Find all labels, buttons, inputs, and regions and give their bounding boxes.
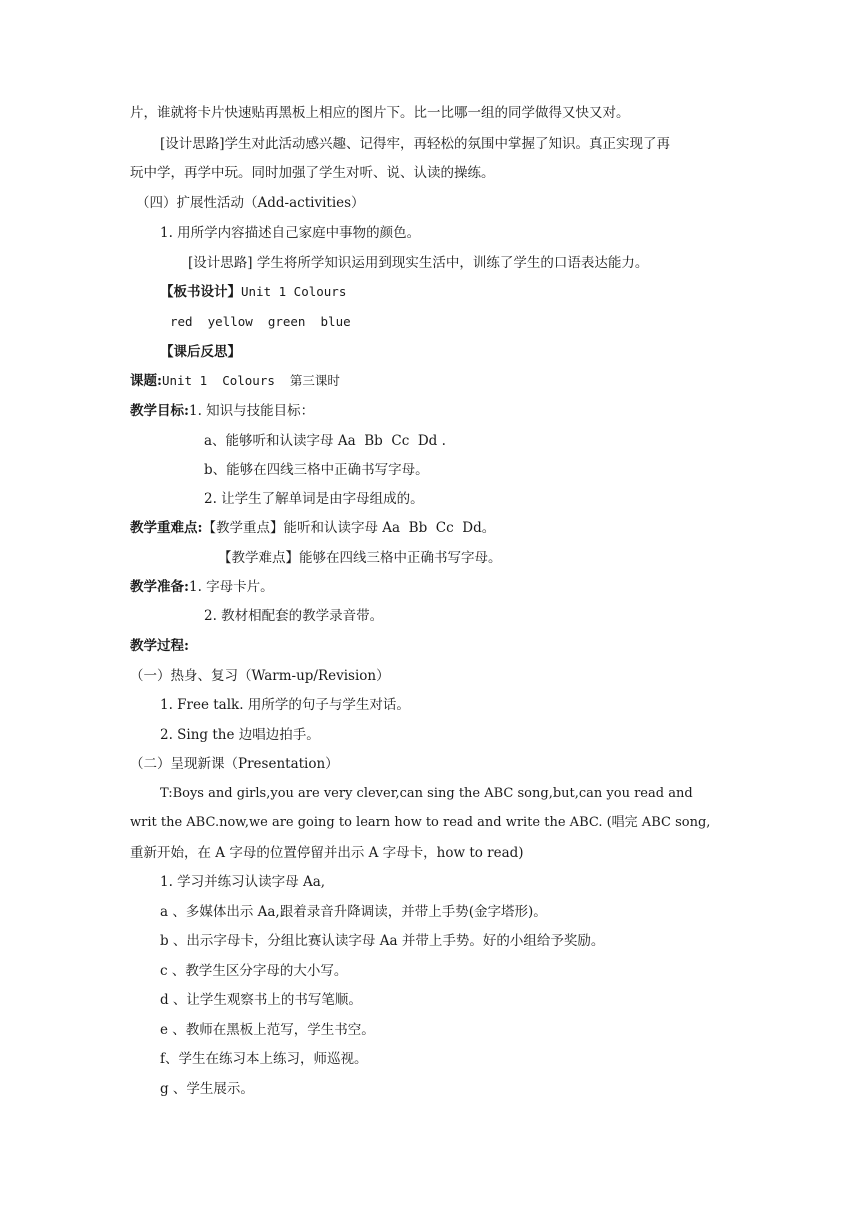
section-4-item-1: 1. 用所学内容描述自己家庭中事物的颜色。 (160, 225, 421, 241)
key-points-label: 教学重难点: (130, 520, 203, 536)
section-2-item-1: 1. 学习并练习认读字母 Aa, (160, 874, 326, 890)
teacher-line-2: writ the ABC.now,we are going to learn how to read and write the ABC. (唱完 ABC song, (130, 815, 711, 830)
teaching-goal-1a: a、能够听和认读字母 Aa Bb Cc Dd . (204, 433, 446, 449)
teaching-goal-1b: b、能够在四线三格中正确书写字母。 (204, 462, 429, 478)
board-design-label: 【板书设计】 (160, 284, 241, 300)
preparation-item-2: 2. 教材相配套的教学录音带。 (204, 608, 384, 624)
preparation-item-1: 1. 字母卡片。 (188, 579, 274, 595)
lesson-title (130, 372, 340, 390)
section-2-heading: （二）呈现新课（Presentation） (130, 756, 339, 772)
step-b: b 、出示字母卡，分组比赛认读字母 Aa 并带上手势。好的小组给予奖励。 (160, 933, 605, 949)
intro-line: 片，谁就将卡片快速贴再黑板上相应的图片下。比一比哪一组的同学做得又快又对。 (130, 105, 630, 121)
key-points (130, 519, 495, 537)
design-note-2: [设计思路] 学生将所学知识运用到现实生活中，训练了学生的口语表达能力。 (188, 255, 649, 271)
step-a: a 、多媒体出示 Aa,跟着录音升降调读，并带上手势(金字塔形)。 (160, 904, 547, 920)
teaching-goals (130, 402, 314, 420)
step-g: g 、学生展示。 (160, 1081, 254, 1097)
board-words: red yellow green blue (170, 314, 351, 329)
step-d: d 、让学生观察书上的书写笔顺。 (160, 992, 362, 1008)
teacher-line-3: 重新开始，在 A 字母的位置停留并出示 A 字母卡，how to read) (130, 845, 524, 861)
section-4-heading: （四）扩展性活动（Add-activities） (136, 195, 365, 211)
teaching-goal-1: 1. 知识与技能目标： (188, 403, 315, 419)
section-1-heading: （一）热身、复习（Warm-up/Revision） (130, 668, 390, 684)
teaching-preparation-label: 教学准备: (130, 579, 189, 595)
design-note-1-line-2: 玩中学，再学中玩。同时加强了学生对听、说、认读的操练。 (130, 165, 495, 181)
design-note-1-line-1: [设计思路]学生对此活动感兴趣、记得牢，再轻松的氛围中掌握了知识。真正实现了再 (160, 136, 671, 152)
lesson-title-label: 课题: (130, 373, 162, 389)
teaching-goal-2: 2. 让学生了解单词是由字母组成的。 (204, 491, 424, 507)
teacher-line-1: T:Boys and girls,you are very clever,can sing the ABC song,but,can you read and (160, 786, 693, 801)
lesson-title-value: Unit 1 Colours 第三课时 (161, 373, 340, 388)
step-e: e 、教师在黑板上范写，学生书空。 (160, 1022, 375, 1038)
hard-point: 【教学难点】能够在四线三格中正确书写字母。 (218, 550, 502, 566)
step-c: c 、教学生区分字母的大小写。 (160, 963, 348, 979)
board-design (160, 283, 346, 301)
section-1-item-2: 2. Sing the 边唱边拍手。 (160, 727, 320, 743)
step-f: f、学生在练习本上练习，师巡视。 (160, 1051, 368, 1067)
key-point: 【教学重点】能听和认读字母 Aa Bb Cc Dd。 (202, 520, 496, 536)
after-class-reflection: 【课后反思】 (160, 344, 241, 360)
board-design-value: Unit 1 Colours (241, 284, 347, 299)
teaching-goals-label: 教学目标: (130, 403, 189, 419)
teaching-process-label: 教学过程: (130, 638, 189, 654)
section-1-item-1: 1. Free talk. 用所学的句子与学生对话。 (160, 697, 410, 713)
teaching-preparation (130, 578, 274, 596)
